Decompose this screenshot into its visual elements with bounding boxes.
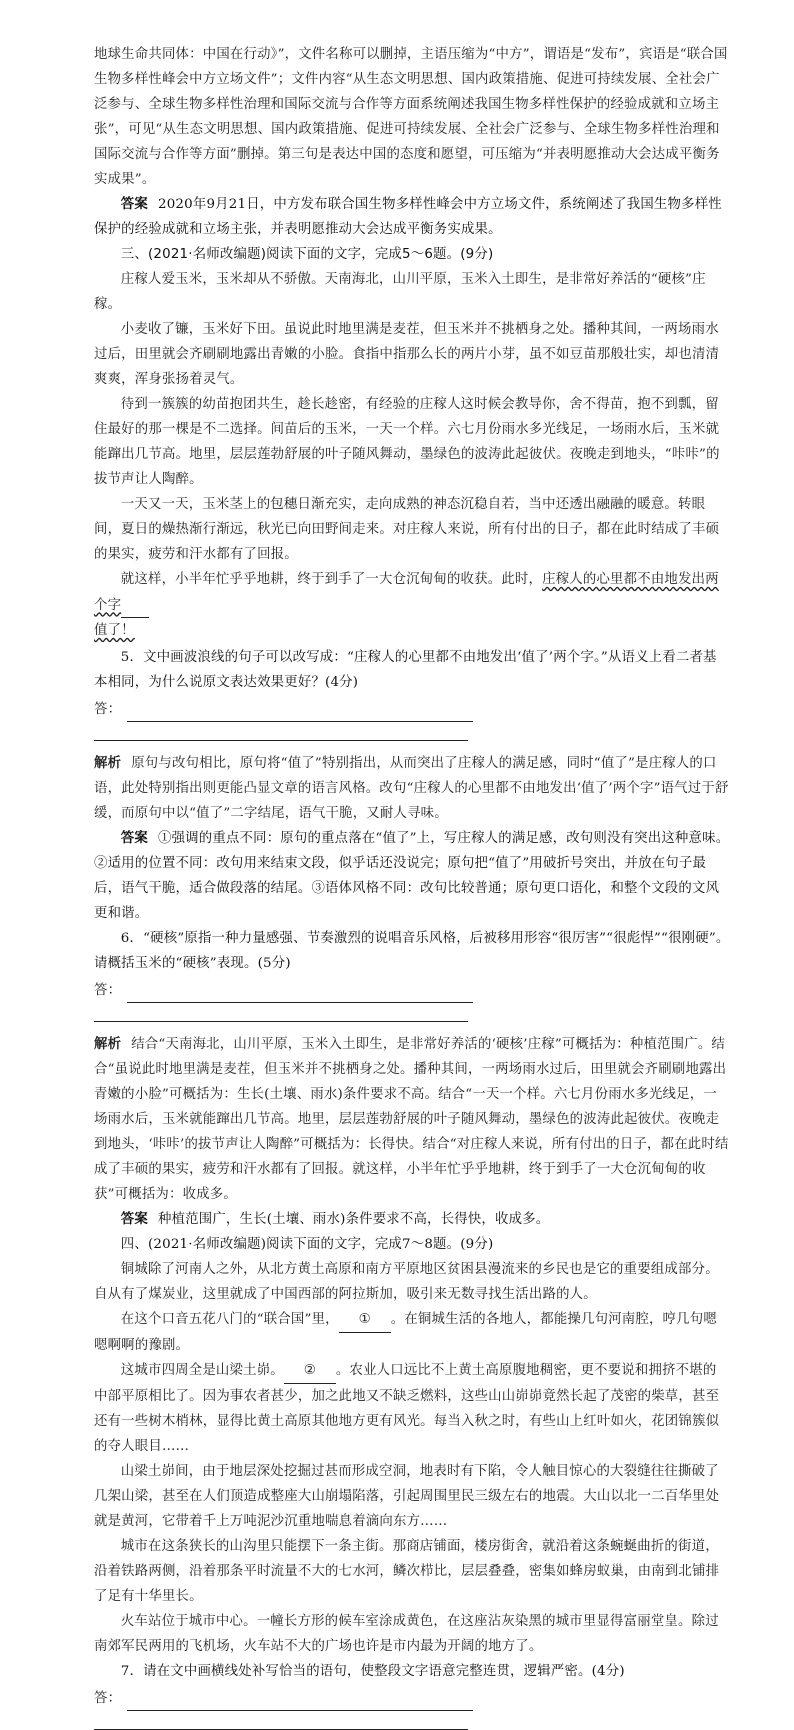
wavy-ending: 值了！ bbox=[94, 623, 135, 638]
answer-text: 2020年9月21日，中方发布联合国生物多样性峰会中方立场文件，系统阐述了我国生物多样性保护的经验成就和立场主张，并表明愿推动大会达成平衡务实成果。 bbox=[94, 197, 722, 237]
q5-answer bbox=[94, 826, 730, 926]
passage-paragraph: 山梁土峁间，由于地层深处挖掘过甚而形成空洞，地表时有下陷，令人触目惊心的大裂缝往往撕破了几架山梁，甚至在人们顶造成整座大山崩塌陷落，引起周围里民三级左右的地震。大山以北一二百华里处就是黄河，它带着千上万吨泥沙沉重地喘息着滴向东方…… bbox=[94, 1464, 720, 1529]
answer-label: 答案 bbox=[120, 831, 148, 846]
q5-analysis bbox=[94, 751, 730, 826]
passage-paragraph: 城市在这条狭长的山沟里只能摆下一条主街。那商店铺面，楼房街舍，就沿着这条蜿蜒曲折的街道，沿着铁路两侧，沿着那条平时流量不大的七水河，鳞次栉比，层层叠叠，密集如蜂房蚁巢，由南到北铺排了足有十华里长。 bbox=[94, 1539, 720, 1604]
passage-paragraph: 待到一簇簇的幼苗抱团共生，趁长趁密，有经验的庄稼人这时候会教导你，舍不得苗，抱不到瓢，留住最好的那一棵是不二选择。间苗后的玉米，一天一个样。六七月份雨水多光线足，一场雨水后，玉米就能蹿出几节高。地里，层层莲勃舒展的叶子随风舞动，墨绿色的波涛此起彼伏。夜晚走到地头，“咔咔”的拔节声让人陶醉。 bbox=[94, 397, 720, 487]
passage-text: 在这个口音五花八门的“联合国”里， bbox=[120, 1312, 339, 1327]
analysis-text: 原句与改句相比，原句将“值了”特别指出，从而突出了庄稼人的满足感，同时“值了”是庄稼人的口语，此处特别指出则更能凸显文章的语言风格。改句“庄稼人的心里都不由地发出‘值了’两个字”语气过于舒缓，而原句中以“值了”二字结尾，语气干脆，又耐人寻味。 bbox=[94, 756, 729, 821]
answer-line-6 bbox=[94, 978, 730, 1003]
passage-text: 这城市四周全是山梁土峁。 bbox=[120, 1363, 284, 1378]
analysis-label: 解析 bbox=[94, 756, 122, 771]
q6-analysis bbox=[94, 1032, 730, 1207]
passage-paragraph: 庄稼人爱玉米，玉米却从不骄傲。天南海北，山川平原，玉米入土即生，是非常好养活的“硬核”庄稼。 bbox=[94, 272, 706, 312]
analysis-text: 结合“天南海北，山川平原，玉米入土即生，是非常好养活的‘硬核’庄稼”可概括为：种植范围广。结合“虽说此时地里满是麦茬，但玉米并不挑栖身之处。播种其间，一两场雨水过后，田里就会齐刷刷地露出青嫩的小脸”可概括为：生长(土壤、雨水)条件要求不高。结合“一天一个样。六七月份雨水多光线足，一场雨水后，玉米就能蹿出几节高。地里，层层莲勃舒展的叶子随风舞动，墨绿色的波涛此起彼伏。夜晚走到地头，‘咔咔’的拔节声让人陶醉”可概括为：长得快。结合“对庄稼人来说，所有付出的日子，都在此时结成了丰硕的果实，疲劳和汗水都有了回报。就这样，小半年忙乎乎地耕，终于到手了一大仓沉甸甸的收获”可概括为：收成多。 bbox=[94, 1037, 729, 1202]
wavy-text: 庄稼人的心里都不由地发出两个字 bbox=[94, 572, 719, 613]
passage-paragraph bbox=[94, 567, 730, 618]
section3-heading: 三、(2021·名师改编题)阅读下面的文字，完成5～6题。(9分) bbox=[120, 247, 494, 262]
answer-prompt: 答： bbox=[94, 702, 122, 717]
passage-paragraph bbox=[94, 1307, 730, 1358]
answer-rule-6b[interactable] bbox=[94, 1003, 468, 1022]
answer-label: 答案 bbox=[120, 1212, 148, 1227]
answer-rule-5b[interactable] bbox=[94, 722, 468, 741]
answer-line-5 bbox=[94, 697, 730, 722]
analysis-label: 解析 bbox=[94, 1037, 122, 1052]
passage-paragraph: 火车站位于城市中心。一幢长方形的候车室涂成黄色，在这座沾灰染黑的城市里显得富丽堂皇。除过南郊军民两用的飞机场，火车站不大的广场也许是市内最为开阔的地方了。 bbox=[94, 1614, 719, 1654]
answer-line-7 bbox=[94, 1686, 730, 1711]
intro-answer bbox=[94, 192, 730, 242]
answer-text: ①强调的重点不同：原句的重点落在“值了”上，写庄稼人的满足感，改句则没有突出这种意味。②适用的位置不同：改句用来结束文段，似乎话还没说完；原句把“值了”用破折号突出，并放在句子最后，语气干脆，适合做段落的结尾。③语体风格不同：改句比较普通；原句更口语化，和整个文段的文风更和谐。 bbox=[94, 831, 730, 921]
fill-blank-1[interactable]: ① bbox=[339, 1307, 391, 1333]
passage-paragraph bbox=[94, 1358, 730, 1459]
question-7: 7．请在文中画横线处补写恰当的语句，使整段文字语意完整连贯，逻辑严密。(4分) bbox=[120, 1664, 625, 1679]
question-6: 6．“硬核”原指一种力量感强、节奏激烈的说唱音乐风格，后被移用形容“很厉害”“很彪悍”“很刚硬”。请概括玉米的“硬核”表现。(5分) bbox=[94, 931, 730, 971]
answer-input-5[interactable] bbox=[127, 703, 473, 722]
answer-text: 种植范围广，生长(土壤、雨水)条件要求不高，长得快，收成多。 bbox=[157, 1212, 550, 1227]
passage-text: 。在铜城生活的各地人，都能操几句河南腔，哼几句嗯嗯啊啊的豫剧。 bbox=[94, 1312, 717, 1353]
passage-text: 。农业人口远比不上黄土高原腹地稠密，更不要说和拥挤不堪的中部平原相比了。因为事农者甚少，加之此地又不缺乏燃料，这些山山峁峁竟然长起了茂密的柴草，甚至还有一些树木梢林，显得比黄土高原其他地方更有风光。每当入秋之时，有些山上红叶如火，花团锦簇似的夺人眼目…… bbox=[94, 1363, 720, 1454]
answer-label: 答案 bbox=[120, 197, 148, 212]
passage-paragraph: 铜城除了河南人之外，从北方黄土高原和南方平原地区贫困县漫流来的乡民也是它的重要组成部分。自从有了煤炭业，这里就成了中国西部的阿拉斯加，吸引来无数寻找生活出路的人。 bbox=[94, 1262, 719, 1302]
answer-input-6[interactable] bbox=[127, 984, 473, 1003]
passage-paragraph: 小麦收了镰，玉米好下田。虽说此时地里满是麦茬，但玉米并不挑栖身之处。播种其间，一两场雨水过后，田里就会齐刷刷地露出青嫩的小脸。食指中指那么长的两片小芽，虽不如豆苗那般壮实，却也清清爽爽，浑身张扬着灵气。 bbox=[94, 322, 720, 387]
question-5: 5．文中画波浪线的句子可以改写成：“庄稼人的心里都不由地发出‘值了’两个字。”从语义上看二者基本相同，为什么说原文表达效果更好？(4分) bbox=[94, 650, 717, 690]
answer-prompt: 答： bbox=[94, 983, 122, 998]
answer-prompt: 答： bbox=[94, 1691, 122, 1706]
fill-blank-2[interactable]: ② bbox=[284, 1358, 336, 1384]
section4-heading: 四、(2021·名师改编题)阅读下面的文字，完成7～8题。(9分) bbox=[120, 1237, 494, 1252]
intro-analysis: 地球生命共同体：中国在行动》”，文件名称可以删掉，主语压缩为“中方”，谓语是“发布”，宾语是“联合国生物多样性峰会中方立场文件”；文件内容“从生态文明思想、国内政策措施、促进可持续发展、全社会广泛参与、全球生物多样性治理和国际交流与合作等方面系统阐述我国生物多样性保护的经验成就和立场主张”，可见“从生态文明思想、国内政策措施、促进可持续发展、全社会广泛参与、全球生物多样性治理和国际交流与合作等方面”删掉。第三句是表达中国的态度和愿望，可压缩为“并表明愿推动大会达成平衡务实成果”。 bbox=[94, 47, 728, 187]
passage-text: 就这样，小半年忙乎乎地耕，终于到手了一大仓沉甸甸的收获。此时， bbox=[120, 572, 543, 587]
passage-paragraph: 一天又一天，玉米茎上的包穗日渐充实，走向成熟的神态沉稳自若，当中还透出融融的暖意。转眼间，夏日的燥热渐行渐远，秋光已向田野间走来。对庄稼人来说，所有付出的日子，都在此时结成了丰硕的果实，疲劳和汗水都有了回报。 bbox=[94, 497, 720, 562]
dash-line bbox=[121, 592, 149, 618]
q6-answer bbox=[94, 1207, 730, 1232]
answer-rule-7b[interactable] bbox=[94, 1711, 468, 1730]
answer-input-7[interactable] bbox=[127, 1692, 473, 1711]
